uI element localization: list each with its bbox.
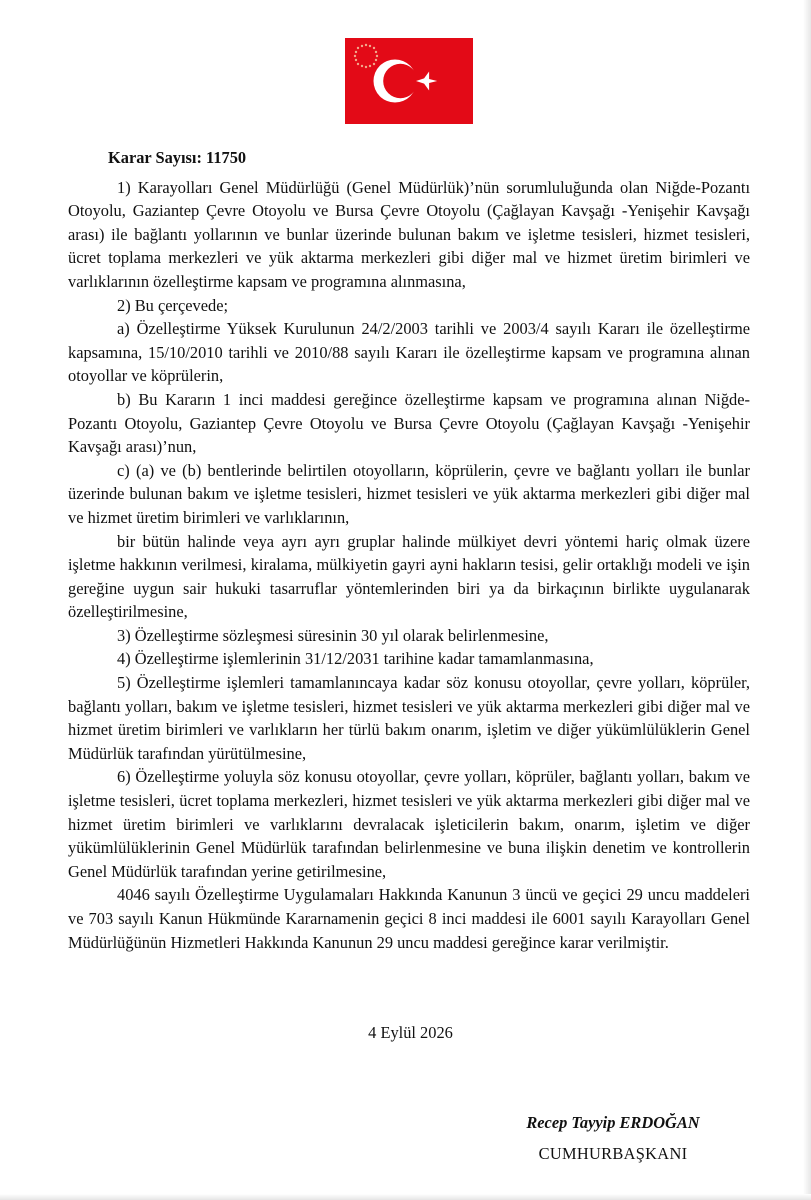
paragraph-2a: a) Özelleştirme Yüksek Kurulunun 24/2/2003 tarihli ve 2003/4 sayılı Kararı ile özelleştirme kapsamına, 15/10/2010 tarihli ve 2010/88 sayılı Kararı ile özelleştirme kapsam ve programına alınan otoyollar ve köprülerin,	[68, 319, 750, 386]
page-edge-shadow-bottom	[0, 1194, 811, 1200]
paragraph-4: 4) Özelleştirme işlemlerinin 31/12/2031 tarihine kadar tamamlanmasına,	[117, 649, 594, 669]
paragraph-2-continuation: bir bütün halinde veya ayrı ayrı gruplar halinde mülkiyet devri yöntemi hariç olmak üzere işletme hakkının verilmesi, kiralama, mülkiyetin gayri ayni hakların tesisi, gelir ortaklığı modeli ve işin gereğine uygun sair hukuki tasarruflar yöntemlerinden biri ya da birkaçının birlikte uygulanarak özelleştirilmesine,	[68, 531, 750, 622]
signatory-name: Recep Tayyip ERDOĞAN	[526, 1113, 700, 1132]
decree-number: Karar Sayısı: 11750	[108, 148, 247, 167]
paragraph-5: 5) Özelleştirme işlemleri tamamlanıncaya kadar söz konusu otoyollar, çevre yolları, köprüler, bağlantı yolları, bakım ve işletme tesisleri, hizmet tesisleri ve yük aktarma merkezleri gibi diğer mal ve hizmet üretim birimleri ve varlıkların her türlü bakım onarım, işletim ve diğer yükümlülüklerin Genel Müdürlük tarafından yürütülmesine,	[68, 673, 750, 763]
turkish-flag-emblem	[345, 38, 473, 124]
paragraph-3: 3) Özelleştirme sözleşmesi süresinin 30 yıl olarak belirlenmesine,	[117, 625, 549, 645]
signatory-title: CUMHURBAŞKANI	[538, 1144, 688, 1163]
decree-body	[68, 146, 750, 954]
paragraph-2: 2) Bu çerçevede;	[117, 295, 229, 315]
legal-basis-paragraph: 4046 sayılı Özelleştirme Uygulamaları Hakkında Kanunun 3 üncü ve geçici 29 uncu maddeleri ve 703 sayılı Kanun Hükmünde Kararnamenin geçici 8 inci maddesi ile 6001 sayılı Karayolları Genel Müdürlüğünün Hizmetleri Hakkında Kanunun 29 uncu maddesi gereğince karar verilmiştir.	[68, 885, 750, 952]
decree-date: 4 Eylül 2026	[368, 1023, 453, 1042]
paragraph-2c: c) (a) ve (b) bentlerinde belirtilen otoyolların, köprülerin, çevre ve bağlantı yolları ile bunlar üzerinde bulunan bakım ve işletme tesisleri, hizmet tesisleri ve yük aktarma merkezleri gibi diğer mal ve hizmet üretim birimleri ve varlıklarının,	[68, 460, 750, 527]
paragraph-2b: b) Bu Kararın 1 inci maddesi gereğince özelleştirme kapsam ve programına alınan Niğde-Pozantı Otoyolu, Gaziantep Çevre Otoyolu ve Bursa Çevre Otoyolu (Çağlayan Kavşağı -Yenişehir Kavşağı arası)’nun,	[68, 389, 750, 457]
page-edge-shadow-right	[803, 0, 811, 1200]
paragraph-6: 6) Özelleştirme yoluyla söz konusu otoyollar, çevre yolları, köprüler, bağlantı yolları, bakım ve işletme tesisleri, ücret toplama merkezleri, hizmet tesisleri ve yük aktarma merkezleri gibi diğer mal ve hizmet üretim birimleri ve varlıklarını devralacak işleticilerin bakım, onarım, işletim ve diğer yükümlülüklerinin Genel Müdürlük tarafından belirlenmesine ve buna ilişkin denetim ve kontrollerin Genel Müdürlük tarafından yerine getirilmesine,	[68, 767, 750, 881]
paragraph-1: 1) Karayolları Genel Müdürlüğü (Genel Müdürlük)’nün sorumluluğunda olan Niğde-Pozantı Otoyolu, Gaziantep Çevre Otoyolu ve Bursa Çevre Otoyolu (Çağlayan Kavşağı -Yenişehir Kavşağı arası) ile bağlantı yollarının ve bunlar üzerinde bulunan bakım ve işletme tesisleri, hizmet tesisleri, ücret toplama merkezleri ve yük aktarma merkezleri gibi diğer mal ve hizmet üretim birimleri ve varlıklarının özelleştirme kapsam ve programına alınmasına,	[68, 177, 750, 291]
